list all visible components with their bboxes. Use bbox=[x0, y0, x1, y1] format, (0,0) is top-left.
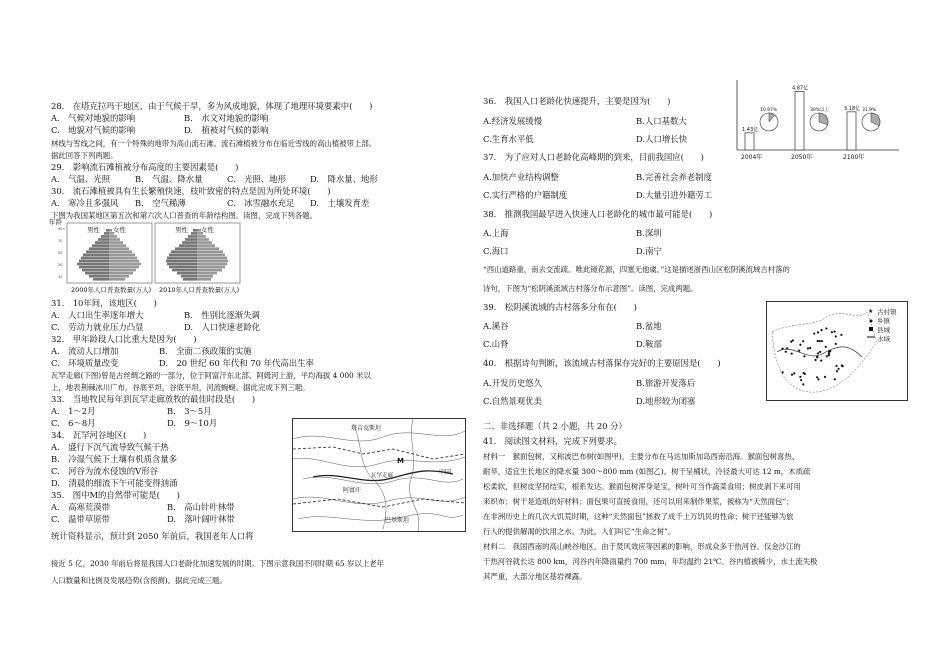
option: B. 性别比逐渐失调 bbox=[184, 310, 260, 320]
village-point bbox=[841, 364, 843, 366]
village-point bbox=[820, 360, 822, 362]
contour-line bbox=[298, 514, 463, 521]
pyramid-bar bbox=[77, 263, 109, 266]
aging-chart-svg bbox=[733, 78, 903, 168]
option: C. 劳动力就业压力凸显 bbox=[51, 322, 144, 332]
pyramid-bar bbox=[197, 269, 222, 272]
village-point bbox=[820, 329, 822, 331]
pyramid-bar bbox=[109, 238, 120, 241]
option: B. 水文对地貌的影响 bbox=[184, 113, 269, 123]
village-point bbox=[840, 334, 842, 336]
material-text: 干热河谷就长达 800 km，河谷内年降雨量约 700 mm，年均温约 21℃。谷内植被稀少，水土流失极 bbox=[483, 557, 818, 566]
legend-label: 乡镇 bbox=[877, 317, 890, 325]
bar-value-label: 4.87亿 bbox=[792, 85, 809, 92]
intro-text: 下图为我国某地区第五次和第六次人口普查的年龄结构图。读图，完成下列各题。 bbox=[51, 211, 318, 220]
pyramid-bar bbox=[109, 269, 136, 272]
pyramid-bar bbox=[89, 275, 109, 278]
village-point bbox=[786, 347, 788, 349]
pie-label: 30%以上 bbox=[810, 108, 830, 113]
village-point bbox=[819, 351, 821, 353]
option: D.人口增长快 bbox=[636, 134, 687, 144]
village-point bbox=[816, 356, 818, 358]
pyramid-bar bbox=[197, 247, 219, 250]
pyramid-bar bbox=[197, 238, 209, 241]
village-point bbox=[826, 355, 828, 357]
option: D. 降水量、地形 bbox=[310, 174, 378, 184]
option: C. 地貌对气候的影响 bbox=[51, 125, 136, 135]
village-point bbox=[785, 351, 787, 353]
option: A. 盛行下沉气流导致气候干热 bbox=[51, 442, 169, 452]
village-point bbox=[809, 347, 811, 349]
option: A. 寒冷且多强风 bbox=[51, 198, 119, 208]
pyramid-bar bbox=[177, 272, 197, 275]
bar-0 bbox=[745, 133, 754, 150]
option: A.溪谷 bbox=[483, 321, 509, 331]
legend-label: 古村镇 bbox=[877, 308, 897, 316]
village-point bbox=[825, 327, 827, 329]
bar-2 bbox=[847, 112, 856, 150]
question-36: 36. 我国人口老龄化快速提升，主要是因为( ) bbox=[483, 96, 671, 106]
village-points bbox=[781, 327, 843, 385]
village-point bbox=[836, 370, 838, 372]
village-point bbox=[816, 376, 818, 378]
question-40: 40. 根据诗句判断，该流域古村落保存完好的主要原因是( ) bbox=[483, 358, 721, 368]
village-point bbox=[793, 372, 795, 374]
age-tick: 90+ bbox=[58, 227, 66, 231]
pyramid-bar bbox=[188, 235, 197, 238]
pyramid-bar bbox=[89, 247, 109, 250]
option: C. 环境质量改变 bbox=[51, 358, 119, 368]
bar-value-label: 1.43亿 bbox=[742, 126, 759, 133]
pyramid-bar bbox=[109, 266, 139, 269]
village-point bbox=[824, 376, 826, 378]
option: B. 3～5月 bbox=[167, 406, 212, 416]
material-text: 行人的提供解渴的饮用之水。为此，人们叫它“生命之树”。 bbox=[483, 527, 676, 536]
village-point bbox=[803, 372, 805, 374]
village-point bbox=[819, 340, 821, 342]
option: A. 1～2月 bbox=[51, 406, 96, 416]
question-32: 32. 甲年龄段人口比重大是因为( ) bbox=[51, 334, 197, 344]
question-30: 30. 流石滩植被具有生长繁殖快速，枝叶致密的特点是因为所处环境( ) bbox=[51, 186, 331, 196]
pyramid-bar bbox=[109, 229, 112, 232]
legend-symbol: ★ bbox=[868, 308, 874, 315]
pyramid-bar bbox=[109, 235, 117, 238]
pyramid-caption-2000: 2000年人口普查数量(万人) bbox=[71, 286, 152, 294]
option: C. 温带草原带 bbox=[51, 514, 111, 524]
option: C. 冰雪融水充足 bbox=[227, 198, 295, 208]
material-text: 其严重，大部分地区基岩裸露。 bbox=[483, 572, 587, 581]
intro-text: 统计资料显示，预计到 2050 年前后，我国老年人口将 bbox=[51, 531, 254, 541]
pyramid-bar bbox=[109, 241, 123, 244]
pyramid-bar bbox=[109, 260, 139, 263]
village-point bbox=[802, 340, 804, 342]
pyramid-bar bbox=[109, 247, 129, 250]
village-point bbox=[813, 332, 815, 334]
pyramid-bar bbox=[109, 275, 129, 278]
village-point bbox=[814, 359, 816, 361]
pyramid-bar bbox=[81, 257, 109, 260]
map-label-china: 中国 bbox=[439, 469, 452, 476]
intro-text: 接近 5 亿，2030 年前后将是我国人口老龄化加速发展的时期。下图示意我国不同时期 65 岁以上老年 bbox=[51, 559, 384, 568]
pyramid-bar bbox=[83, 253, 109, 256]
option: D.大量引进外籍劳工 bbox=[636, 190, 713, 200]
question-31: 31. 10年间，该地区( ) bbox=[51, 298, 157, 308]
category-label: 2004年 bbox=[741, 154, 763, 161]
option: D. 人口快速老龄化 bbox=[184, 322, 261, 332]
pyramid-bar bbox=[197, 257, 227, 260]
pyramid-bar bbox=[109, 272, 133, 275]
option: A. 高寒荒漠带 bbox=[51, 502, 110, 512]
age-tick: 30 bbox=[58, 263, 63, 267]
village-point bbox=[825, 346, 827, 348]
material-text: 材料一 猴面包树，又称波巴布树(如图甲)，主要分布在马达加斯加岛西南沿海。猴面包树喜热、 bbox=[483, 452, 800, 461]
village-point bbox=[817, 378, 819, 380]
pyramid-bar bbox=[197, 278, 211, 281]
pyramid-2000 bbox=[77, 229, 141, 281]
option: D.南宁 bbox=[636, 246, 662, 256]
option: C.海口 bbox=[483, 246, 509, 256]
option: D.地形较为闭塞 bbox=[636, 396, 696, 406]
basin-boundary bbox=[772, 312, 877, 392]
intro-text: “西山道路重，南去交流疏。唯此镜花源，四塞无他虞。”这是描述浙西山区松阴溪流域古村落的 bbox=[483, 265, 790, 274]
pie-label: 10.97% bbox=[760, 108, 778, 113]
border-line bbox=[293, 447, 465, 459]
bar-1 bbox=[795, 92, 804, 150]
pyramid-bar bbox=[197, 266, 225, 269]
option: D. 清晨的细流下午可能变得汹涌 bbox=[51, 478, 178, 488]
pyramid-bar bbox=[197, 235, 206, 238]
pyramid-bar bbox=[79, 266, 109, 269]
option: C. 光照、地形 bbox=[227, 174, 287, 184]
option: B.完善社会养老制度 bbox=[636, 172, 712, 182]
village-point bbox=[792, 339, 794, 341]
option: C.实行严格的户籍制度 bbox=[483, 190, 568, 200]
intro-text: 上，地表荆棘冰川广布，谷底平坦，谷底平坦，河流蜿蜒。据此完成下列三题。 bbox=[51, 383, 310, 392]
intro-text: 据此回答下列两题。 bbox=[51, 151, 118, 160]
pyramid-bar bbox=[197, 260, 228, 263]
category-label: 2100年 bbox=[843, 154, 865, 161]
option: D. 20 世纪 60 年代和 70 年代高出生率 bbox=[159, 358, 314, 368]
village-point bbox=[791, 353, 793, 355]
option: B. 冷湿气候下土壤有机质含量多 bbox=[51, 454, 178, 464]
male-label: 男性 bbox=[87, 226, 100, 234]
pyramid-bar bbox=[95, 241, 109, 244]
age-axis-label: 年龄 bbox=[49, 218, 62, 226]
option: A. 气温、光照 bbox=[51, 174, 110, 184]
pyramid-caption-2010: 2010年人口普查数量(万人) bbox=[159, 286, 240, 294]
village-point bbox=[803, 355, 805, 357]
contour-line bbox=[293, 497, 465, 504]
legend-label: 县城 bbox=[877, 326, 890, 334]
option: A. 流动人口增加 bbox=[51, 346, 119, 356]
question-34: 34. 瓦罕河谷地区( ) bbox=[51, 430, 147, 440]
village-point bbox=[817, 352, 819, 354]
legend-label: 水域 bbox=[877, 335, 890, 343]
pyramid-bar bbox=[109, 263, 141, 266]
village-point bbox=[798, 350, 800, 352]
option: A. 人口出生率逐年增大 bbox=[51, 310, 144, 320]
pyramid-bar bbox=[197, 244, 215, 247]
pyramid-bar bbox=[109, 257, 137, 260]
option: D. 土壤发育差 bbox=[310, 198, 370, 208]
village-point bbox=[791, 373, 793, 375]
pyramid-bar bbox=[172, 269, 197, 272]
option: B.人口基数大 bbox=[636, 116, 687, 126]
pyramid-bar bbox=[109, 250, 132, 253]
material-text: 在非洲历史上的几次大饥荒时期，这种“天然面包”拯救了成千上万饥民的性命；树干还能够为旅 bbox=[483, 512, 794, 521]
village-point bbox=[835, 365, 837, 367]
question-29: 29. 影响流石滩植被分布高度的主要因素是( ) bbox=[51, 162, 239, 172]
question-35: 35. 图中M的自然带可能是( ) bbox=[51, 490, 180, 500]
village-point bbox=[817, 340, 819, 342]
material-text: 松柔软，但树皮坚韧结实，根系发达。猴面包树浑身是宝，树叶可当作蔬菜食用；树皮剥下来可用 bbox=[483, 482, 801, 491]
male-label: 男性 bbox=[175, 226, 188, 234]
village-point bbox=[782, 371, 784, 373]
question-39: 39. 松阴溪流域的古村落多分布在( ) bbox=[483, 302, 637, 312]
option: C.山脊 bbox=[483, 339, 509, 349]
pyramid-bar bbox=[197, 275, 213, 278]
section-2-title: 二、非选择题（共 2 小题，共 20 分） bbox=[483, 421, 627, 431]
option: A.上海 bbox=[483, 228, 509, 238]
age-tick: 50 bbox=[58, 251, 63, 255]
pyramid-bar bbox=[93, 278, 109, 281]
village-point bbox=[835, 343, 837, 345]
option: B. 高山针叶林带 bbox=[167, 502, 235, 512]
option: B. 全面二孩政策的实施 bbox=[159, 346, 252, 356]
material-text: 材料二 我国西南的高山峡谷地区，由于焚风效应等因素的影响，形成众多干热河谷。仅金沙江的 bbox=[483, 542, 801, 551]
pyramid-bar bbox=[167, 263, 197, 266]
map-label-tajikistan: 塔吉克斯坦 bbox=[351, 425, 382, 432]
village-point bbox=[799, 376, 801, 378]
pyramid-bar bbox=[109, 278, 125, 281]
option: C. 6～8月 bbox=[51, 418, 96, 428]
village-point bbox=[834, 378, 836, 380]
category-label: 2050年 bbox=[791, 154, 813, 161]
question-41: 41. 阅读图文材料，完成下列要求。 bbox=[483, 436, 622, 446]
pyramid-bar bbox=[171, 250, 197, 253]
option: D. 落叶阔叶林带 bbox=[167, 514, 235, 524]
option: B. 空气稀薄 bbox=[135, 198, 186, 208]
pyramid-bar bbox=[169, 253, 197, 256]
village-point bbox=[828, 354, 830, 356]
question-28: 28. 在塔克拉玛干地区，由于气候干旱，多为风成地貌，体现了地理环境要素中( ) bbox=[51, 101, 373, 111]
option: C.生育水平低 bbox=[483, 134, 534, 144]
option: B.深圳 bbox=[636, 228, 662, 238]
population-pyramid-figure bbox=[49, 218, 245, 295]
pyramid-bar bbox=[101, 235, 109, 238]
pyramid-bar bbox=[197, 253, 225, 256]
pyramid-2010 bbox=[166, 229, 228, 281]
village-point bbox=[802, 383, 804, 385]
intro-text: 瓦罕走廊(下图)曾是古丝绸之路的一部分，位于阿富汗东北部、阿姆河上游，平均海拔 4 000 米以 bbox=[51, 371, 371, 380]
map-label-m: M bbox=[397, 457, 404, 465]
contour-line bbox=[409, 419, 418, 531]
aging-chart bbox=[733, 78, 903, 168]
contour-line bbox=[293, 431, 465, 441]
pyramid-bar bbox=[193, 229, 197, 232]
option: D.鞍部 bbox=[636, 339, 662, 349]
pyramid-bar bbox=[197, 263, 227, 266]
pyramid-bar bbox=[197, 272, 217, 275]
material-text: 来织布；树干是造纸的好材料；面包果可直接食用，还可以用来制作果浆，被称为“天然面包”； bbox=[483, 497, 794, 506]
village-point bbox=[807, 347, 809, 349]
bar-value-label: 3.18亿 bbox=[844, 105, 861, 112]
pyramid-bar bbox=[166, 260, 197, 263]
option: A.开发历史悠久 bbox=[483, 378, 542, 388]
question-37: 37. 为了应对人口老龄化高峰期的到来，目前我国应( ) bbox=[483, 152, 704, 162]
pyramid-bar bbox=[191, 232, 197, 235]
pyramid-bar bbox=[109, 244, 126, 247]
pyramid-bar bbox=[167, 257, 197, 260]
pyramid-bar bbox=[197, 241, 212, 244]
village-point bbox=[799, 344, 801, 346]
pyramid-bar bbox=[106, 229, 109, 232]
village-map bbox=[766, 301, 908, 401]
intro-text: 林线与雪线之间，有一个特殊的地带为高山流石滩。流石滩植被分布在临近雪线的高山植被带上部。 bbox=[51, 139, 377, 148]
village-point bbox=[833, 330, 835, 332]
material-text: 耐旱，适宜生长地区的降水量 300～800 mm (如图乙)。树干呈桶状，冷径最大可达 12 m，木质疏 bbox=[483, 467, 811, 476]
intro-text: 人口数量和比例及发展趋势(含预测)。据此完成三题。 bbox=[51, 576, 227, 585]
pyramid-bar bbox=[92, 244, 109, 247]
option: D. 植被对气候的影响 bbox=[184, 125, 269, 135]
pyramid-bar bbox=[175, 247, 197, 250]
female-label: 女性 bbox=[201, 226, 214, 234]
map-label-afghanistan: 阿富汗 bbox=[343, 487, 362, 494]
pyramid-bar bbox=[182, 241, 197, 244]
option: A. 气候对地貌的影响 bbox=[51, 113, 136, 123]
option: B.旅游开发落后 bbox=[636, 378, 696, 388]
age-ticks bbox=[58, 227, 65, 279]
pyramid-bar bbox=[181, 275, 197, 278]
pyramid-bar bbox=[183, 278, 197, 281]
pyramid-bar bbox=[82, 269, 109, 272]
village-point bbox=[835, 335, 837, 337]
map-label-pakistan: 巴基斯坦 bbox=[385, 517, 410, 524]
legend-symbol bbox=[869, 327, 873, 331]
option: B.盆地 bbox=[636, 321, 662, 331]
village-point bbox=[781, 347, 783, 349]
pyramid-bar bbox=[79, 260, 109, 263]
village-point bbox=[837, 368, 839, 370]
contour-line bbox=[293, 457, 465, 467]
wakhan-map bbox=[292, 418, 466, 532]
age-tick: 10 bbox=[58, 275, 63, 279]
pyramid-bar bbox=[109, 253, 135, 256]
village-point bbox=[817, 331, 819, 333]
option: C.自然景观优美 bbox=[483, 396, 543, 406]
map-label-corridor: 瓦罕走廊 bbox=[371, 473, 394, 479]
pyramid-bar bbox=[85, 272, 109, 275]
pyramid-bar bbox=[179, 244, 197, 247]
pyramid-bar bbox=[98, 238, 109, 241]
question-38: 38. 推测我国最早进入快速人口老龄化的城市最可能是( ) bbox=[483, 209, 713, 219]
village-point bbox=[829, 350, 831, 352]
pyramid-bar bbox=[197, 250, 223, 253]
age-tick: 70 bbox=[58, 239, 63, 243]
pyramid-bar bbox=[104, 232, 109, 235]
option: D. 9～10月 bbox=[167, 418, 218, 428]
intro-text: 诗句，下图为“松阴溪流域古村落分布示意图”。读图，完成两题。 bbox=[483, 284, 698, 293]
pyramid-bar bbox=[86, 250, 109, 253]
question-33: 33. 当地牧民每年到瓦罕走廊放牧的最佳时段是( ) bbox=[51, 394, 256, 404]
village-point bbox=[831, 331, 833, 333]
option: A.加快产业结构调整 bbox=[483, 172, 559, 182]
female-label: 女性 bbox=[113, 226, 126, 234]
option: B. 气温、降水量 bbox=[135, 174, 203, 184]
pie-label: 31.9% bbox=[862, 108, 877, 113]
pyramid-bar bbox=[169, 266, 197, 269]
option: A.经济发展缓慢 bbox=[483, 116, 542, 126]
option: C. 河谷为流水侵蚀的V形谷 bbox=[51, 466, 158, 476]
legend-symbol bbox=[870, 320, 873, 323]
village-point bbox=[800, 379, 802, 381]
village-point bbox=[821, 340, 823, 342]
pyramid-bar bbox=[185, 238, 197, 241]
